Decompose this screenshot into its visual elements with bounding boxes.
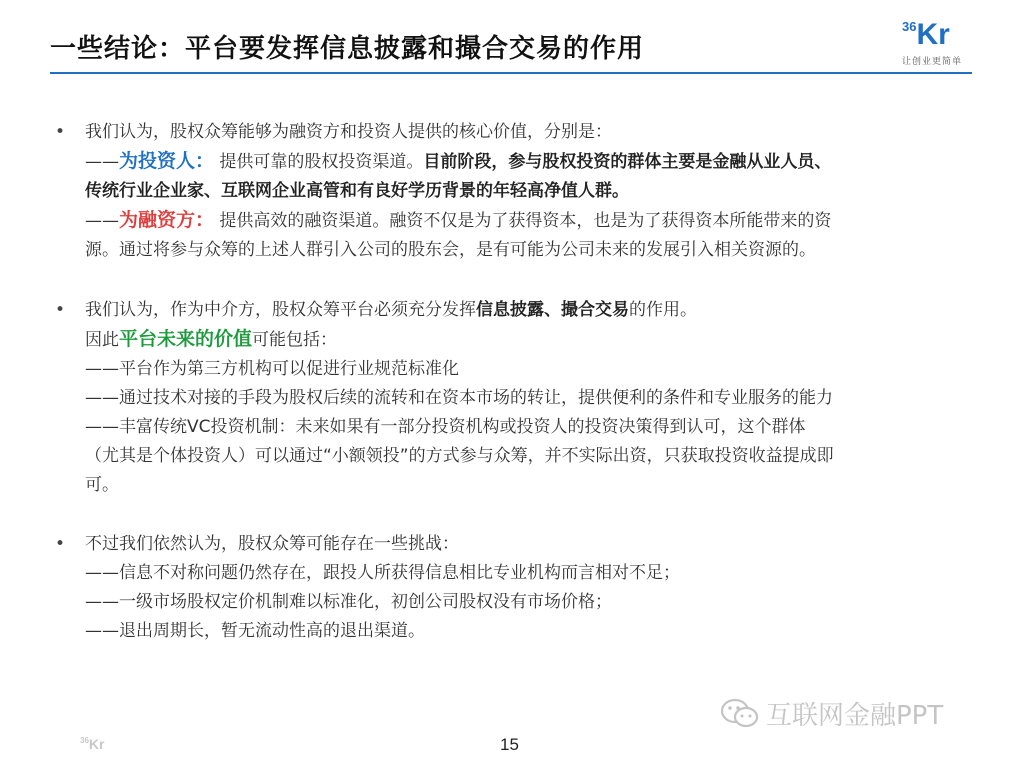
- list-item-continued: 可。: [85, 475, 119, 495]
- watermark: [720, 695, 943, 732]
- bullet-challenges: [55, 530, 985, 646]
- brand-logo: [902, 20, 962, 67]
- list-item: ——通过技术对接的手段为股权后续的流转和在资本市场的转让，提供便利的条件和专业服务的能力: [85, 388, 833, 408]
- financier-line2: 源。通过将参与众筹的上述人群引入公司的股东会，是有可能为公司未来的发展引入相关资源的。: [85, 240, 816, 260]
- platform-value-highlight: 平台未来的价值: [119, 328, 253, 350]
- wechat-icon: [720, 697, 760, 731]
- investor-bold-line1: 目前阶段，参与股权投资的群体主要是金融从业人员、: [423, 152, 832, 172]
- bullet-dot: •: [55, 300, 66, 320]
- logo-main: Kr: [916, 18, 950, 51]
- list-item: ——信息不对称问题仍然存在，跟投人所获得信息相比专业机构而言相对不足；: [85, 563, 680, 583]
- footer-logo: $^{36}$Kr: [80, 736, 105, 752]
- list-item-continued: （尤其是个体投资人）可以通过“小额领投”的方式参与众筹，并不实际出资，只获取投资收益提成即: [85, 446, 834, 466]
- page-title: 一些结论：平台要发挥信息披露和撮合交易的作用: [50, 34, 645, 64]
- bullet-dot: •: [55, 122, 66, 142]
- list-item: ——一级市场股权定价机制难以标准化，初创公司股权没有市场价格；: [85, 592, 612, 612]
- watermark-text: 互联网金融PPT: [766, 701, 944, 731]
- logo-tagline: 让创业更简单: [902, 57, 963, 67]
- list-item: ——退出周期长，暂无流动性高的退出渠道。: [85, 621, 425, 641]
- bullet-dot: •: [55, 534, 66, 554]
- financier-line1: 提供高效的融资渠道。融资不仅是为了获得资本，也是为了获得资本所能带来的资: [219, 211, 832, 231]
- list-item: ——平台作为第三方机构可以促进行业规范标准化: [85, 359, 459, 379]
- page-number: 15: [500, 735, 519, 754]
- financier-paragraph: ——为融资方： 提供高效的融资渠道。融资不仅是为了获得资本，也是为了获得资本所能带来的资: [85, 209, 832, 231]
- investor-label: 为投资人：: [119, 150, 215, 172]
- bullet-platform-role: [55, 296, 985, 500]
- bullet-intro: 我们认为，股权众筹能够为融资方和投资人提供的核心价值，分别是：: [85, 122, 612, 142]
- investor-text: 提供可靠的股权投资渠道。: [219, 152, 424, 172]
- list-item: ——丰富传统VC投资机制：未来如果有一部分投资机构或投资人的投资决策得到认可，这个群体: [85, 417, 806, 437]
- slide-body: [55, 118, 985, 646]
- intro-bold: 信息披露、撮合交易: [476, 300, 629, 320]
- title-divider: [50, 72, 972, 74]
- platform-value-line: 因此平台未来的价值可能包括：: [85, 328, 338, 350]
- bullet-core-value: [55, 118, 985, 265]
- bullet-intro: 不过我们依然认为，股权众筹可能存在一些挑战：: [85, 534, 459, 554]
- investor-bold-line2: 传统行业企业家、互联网企业高管和有良好学历背景的年轻高净值人群。: [85, 181, 629, 201]
- bullet-intro: 我们认为，作为中介方，股权众筹平台必须充分发挥信息披露、撮合交易的作用。: [85, 300, 697, 320]
- investor-paragraph: ——为投资人： 提供可靠的股权投资渠道。目前阶段，参与股权投资的群体主要是金融从业人员、: [85, 150, 832, 172]
- logo-sup: 36: [902, 19, 917, 34]
- financier-label: 为融资方：: [119, 209, 215, 231]
